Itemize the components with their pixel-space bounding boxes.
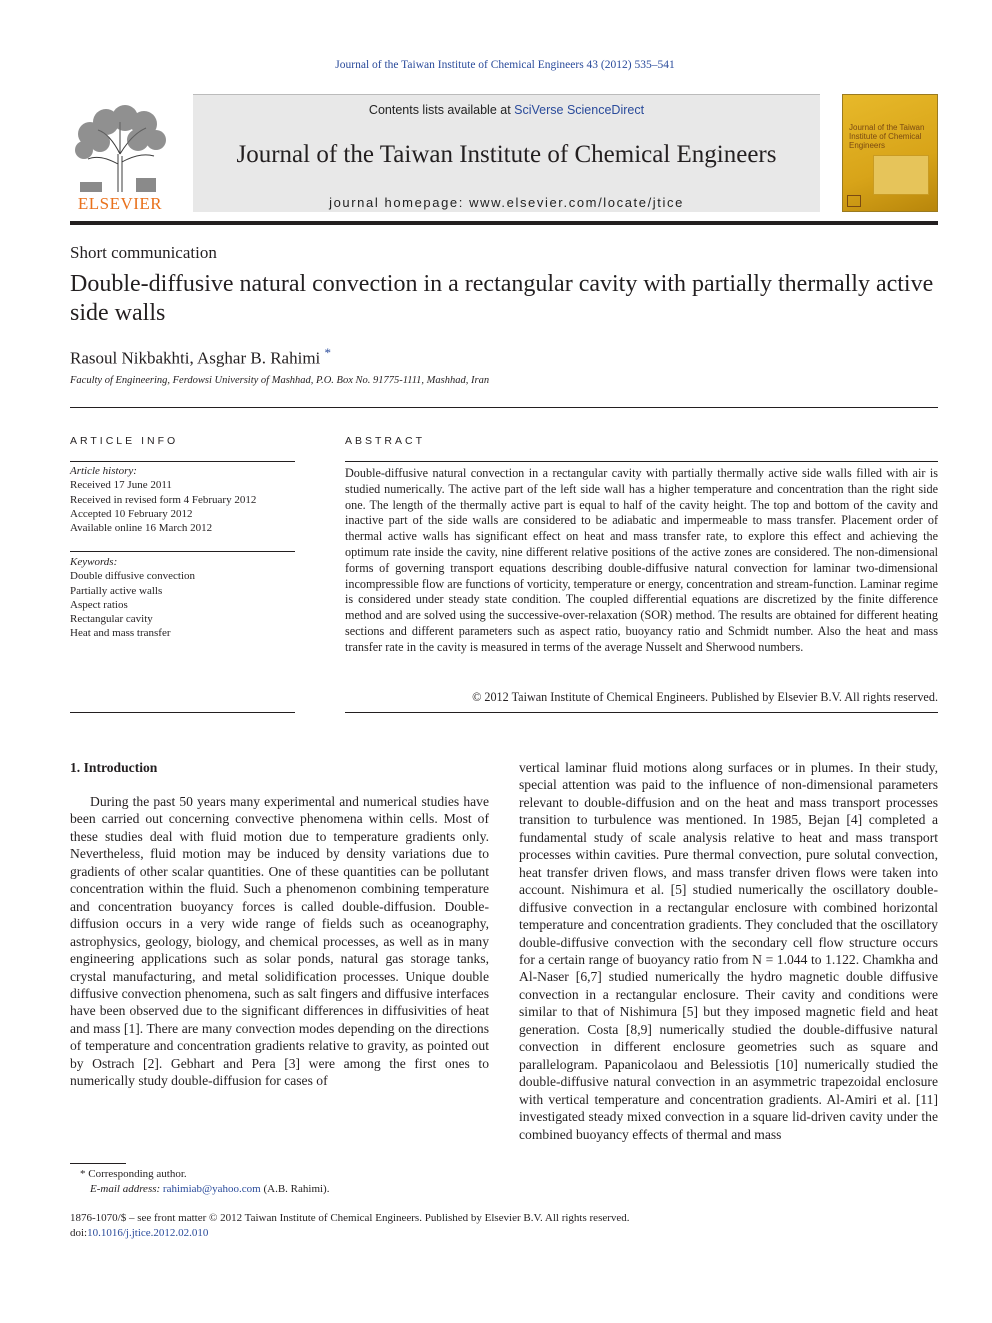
cover-publisher-icon xyxy=(847,195,861,207)
section-heading-introduction: 1. Introduction xyxy=(70,760,158,775)
article-info-heading: ARTICLE INFO xyxy=(70,435,179,447)
paragraph: vertical laminar fluid motions along surfaces or in plumes. In their study, special attention was paid to the influence of non-dimensional parameters relevant to double-diffusion and on the heat and mass transport processes transition to turbulence was mentioned. In 1985, Bejan [4] completed a fundamental study of scale analysis relative to heat and mass transport processes within cavities. Pure thermal convection, pure solutal convection, heat transfer driven flows, and mass transfer driven flows were taken into account. Nishimura et al. [5] studied numerically the oscillatory double-diffusive convection in a rectangular enclosure with combined horizontal temperature and concentration gradients. They concluded that the oscillatory double-diffusive convection with the secondary cell flow structure occurs for a certain range of buoyancy ratio from N = 1.044 to 1.122. Chamkha and Al-Naser [6,7] studied numerically the hydro magnetic double diffusive convection in a rectangular enclosure. Their cavity and conditions were similar to that of Nishimura [5] but they imposed magnetic field and heat generation. Costa [8,9] numerically studied the double-diffusive natural convection in different enclosure geometries such as square and parallelogram. Papanicolaou and Belessiotis [10] numerically studied the double-diffusive natural convection in an asymmetric trapezoidal enclosure with vertical temperature and concentration gradients. Al-Amiri et al. [11] investigated steady mixed convection in a square lid-driven cavity under the combined buoyancy effects of thermal and mass xyxy=(519,760,938,1142)
journal-header xyxy=(70,94,938,212)
abstract-bottom-divider xyxy=(345,712,938,713)
doi-link[interactable]: 10.1016/j.jtice.2012.02.010 xyxy=(87,1226,209,1239)
abstract-heading: ABSTRACT xyxy=(345,435,426,447)
article-title: Double-diffusive natural convection in a rectangular cavity with partially thermally active side walls xyxy=(70,271,934,326)
paragraph: During the past 50 years many experimental and numerical studies have been carried out concerning convective phenomena within cells. Most of these studies deal with fluid motion due to temperature gradients only. Nevertheless, fluid motion may be induced by density variations due to gradients of other scalar quantities. One of these quantities can be pollutant concentration within the fluid. Such a phenomenon combining temperature and concentration buoyancy forces is called double-diffusion. Double-diffusion occurs in a very wide range of fields such as oceanography, astrophysics, geology, biology, and chemical processes, as well as in many engineering applications such as solar ponds, natural gas storage tanks, crystal manufacturing, and metal solidification processes. Unique double diffusive convection phenomena, such as salt fingers and diffusive interfaces have been observed due to the significant differences in diffusivities of heat and mass [1]. There are many convection modes depending on the directions of temperature and concentration gradients relative to gravity, as pointed out by Ostrach [2]. Gebhart and Pera [3] were among the first ones to numerically study double-diffusion for cases of xyxy=(70,794,489,1089)
article-type: Short communication xyxy=(70,243,217,262)
journal-homepage[interactable]: journal homepage: www.elsevier.com/locate/jtice xyxy=(329,195,684,210)
abstract-divider xyxy=(345,461,938,462)
bottom-matter xyxy=(70,1211,630,1240)
cover-image xyxy=(873,155,929,195)
corresponding-author-mark[interactable]: * xyxy=(324,345,332,360)
history-online: Available online 16 March 2012 xyxy=(70,522,213,535)
author-list: Rasoul Nikbakhti, Asghar B. Rahimi * xyxy=(70,345,332,368)
abstract-text: Double-diffusive natural convection in a rectangular cavity with partially thermally active side walls filled with air is studied numerically. The active part of the left side wall has a higher temperature and concentration than the right side one. The length of the thermally active part is equal to half of the cavity height. The top and bottom of the cavity and inactive part of the side walls are considered to be adiabatic and impermeable to mass transfer. Placement order of thermal active walls has significant effect on heat and mass transfer rate, to explore this effect and achieving the optimum rate inside the cavity, nine different relative positions of the active zones are considered. The non-dimensional forms of governing transport equations describing double-diffusive natural convection for laminar two-dimensional incompressible flow are functions of vorticity, temperature or energy, concentration and stream-function. Laminar regime is considered under steady state condition. The coupled differential equations are discretized by the finite difference method and are solved using the successive-over-relaxation (SOR) method. The results are obtained for different heating sections and different parameters such as aspect ratio, buoyancy ratio and Schmidt number. Also the heat and mass transfer rate in the cavity is measured in terms of the average Nusselt and Sherwood numbers. xyxy=(345,466,938,654)
sciencedirect-link[interactable]: SciVerse ScienceDirect xyxy=(514,103,645,117)
journal-cover-thumbnail xyxy=(842,94,938,212)
affiliation: Faculty of Engineering, Ferdowsi University of Mashhad, P.O. Box No. 91775-1111, Mashhad, Iran xyxy=(70,375,490,386)
footnote-rule xyxy=(70,1163,126,1164)
article-history: Article history: Received 17 June 2011 Received in revised form 4 February 2012 Accepted 10 February 2012 Available online 16 March 2012 xyxy=(70,464,295,535)
history-accepted: Accepted 10 February 2012 xyxy=(70,507,193,520)
elsevier-wordmark: ELSEVIER xyxy=(77,194,163,213)
corresponding-author-footnote: * Corresponding author. E-mail address: rahimiab@yahoo.com (A.B. Rahimi). xyxy=(80,1168,330,1195)
title-divider xyxy=(70,407,938,408)
history-received: Received 17 June 2011 xyxy=(70,479,172,492)
info-bottom-divider xyxy=(70,712,295,713)
column-left xyxy=(70,793,489,1090)
header-divider xyxy=(70,221,938,225)
keyword-item: Partially active walls xyxy=(70,584,163,597)
cover-title: Journal of the Taiwan Institute of Chemical Engineers xyxy=(849,123,925,150)
contents-line: Contents lists available at SciVerse ScienceDirect xyxy=(368,103,645,117)
journal-banner xyxy=(193,94,820,212)
keyword-item: Double diffusive convection xyxy=(70,570,196,583)
doi-line: doi:10.1016/j.jtice.2012.02.010 xyxy=(70,1226,209,1239)
keyword-item: Heat and mass transfer xyxy=(70,627,171,640)
journal-title: Journal of the Taiwan Institute of Chemical Engineers xyxy=(236,141,777,168)
keyword-item: Rectangular cavity xyxy=(70,613,153,626)
abstract-copyright: © 2012 Taiwan Institute of Chemical Engineers. Published by Elsevier B.V. All rights reserved. xyxy=(472,690,938,704)
journal-citation[interactable]: Journal of the Taiwan Institute of Chemical Engineers 43 (2012) 535–541 xyxy=(335,59,675,71)
keyword-item: Aspect ratios xyxy=(70,598,128,611)
author-email-link[interactable]: rahimiab@yahoo.com xyxy=(162,1182,261,1195)
info-divider xyxy=(70,461,295,462)
column-right xyxy=(519,759,938,1143)
issn-line: 1876-1070/$ – see front matter © 2012 Taiwan Institute of Chemical Engineers. Published by Elsevier B.V. All rights reserved. xyxy=(70,1212,630,1224)
keywords-divider xyxy=(70,551,295,552)
history-revised: Received in revised form 4 February 2012 xyxy=(70,493,257,506)
keywords: Keywords: Double diffusive convection Partially active walls Aspect ratios Rectangular cavity Heat and mass transfer xyxy=(70,555,295,641)
